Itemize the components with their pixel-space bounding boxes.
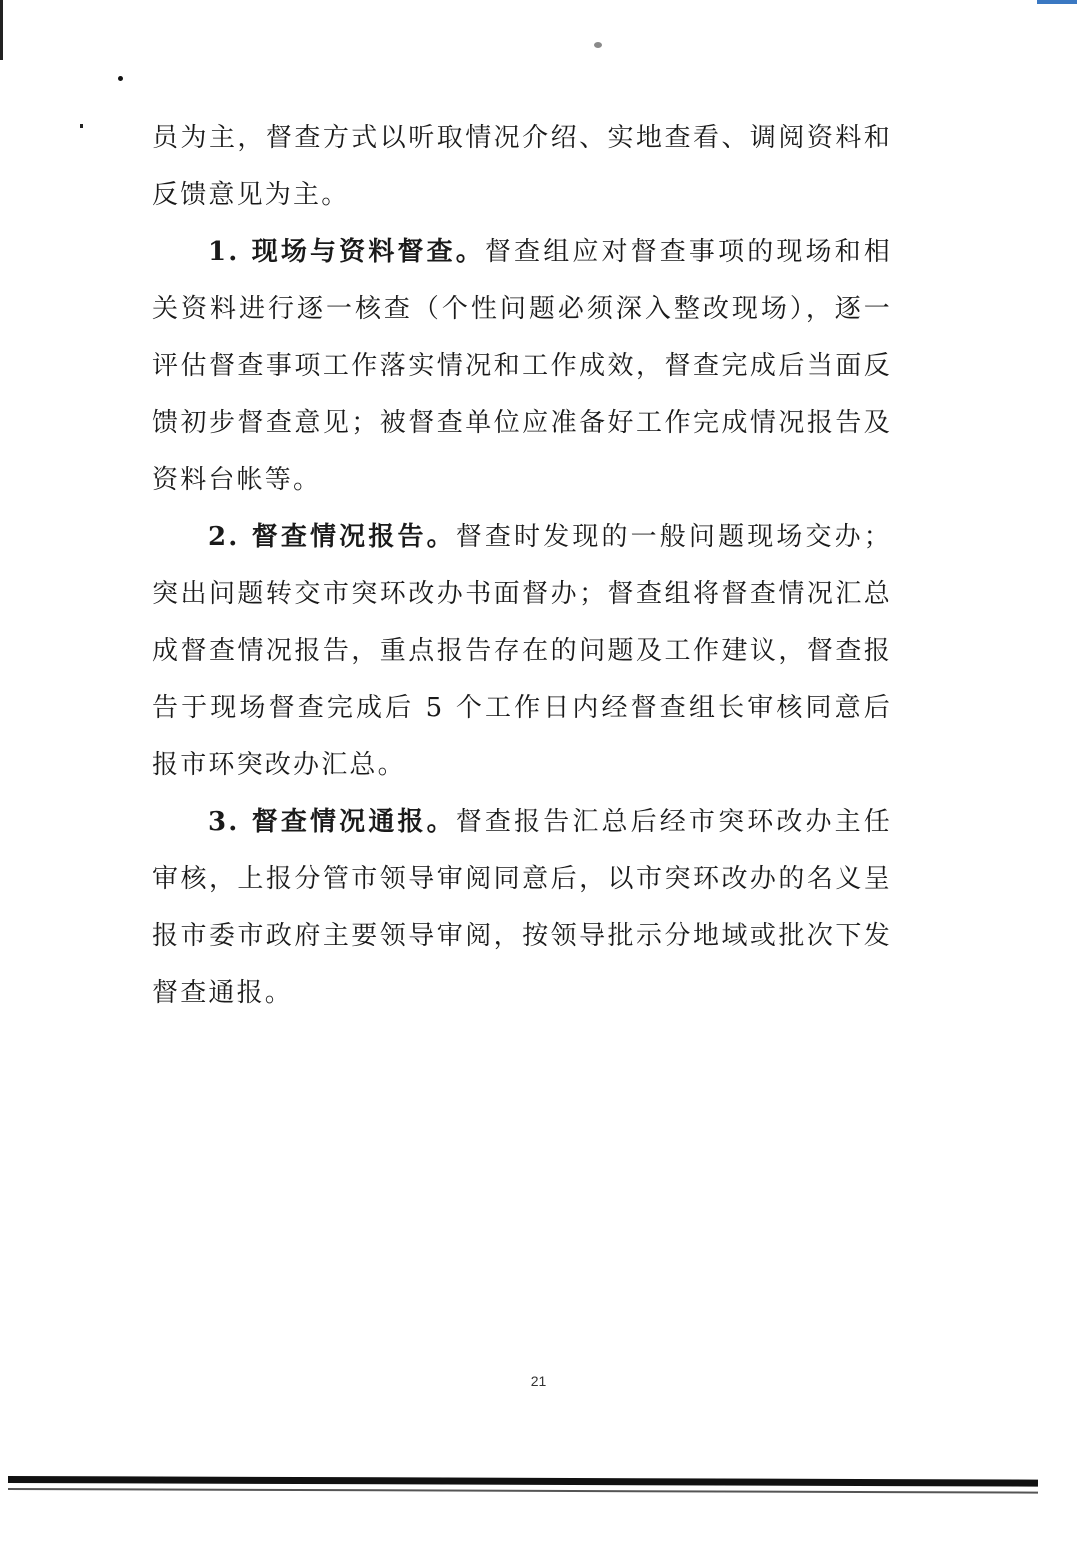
scan-edge-mark xyxy=(0,0,3,60)
paragraph-inspection-bulletin xyxy=(152,794,892,1022)
paragraph-heading: 3. 督查情况通报。 xyxy=(208,807,456,837)
paragraph-site-inspection xyxy=(152,224,892,509)
paragraph-heading: 2. 督查情况报告。 xyxy=(208,522,456,552)
paragraph-text: 督查时发现的一般问题现场交办；突出问题转交市突环改办书面督办；督查组将督查情况汇总成督查情况报告，重点报告存在的问题及工作建议，督查报告于现场督查完成后 5 个工作日内经督查组长审核同意后报市环突改办汇总。 xyxy=(152,522,892,780)
page-number: 21 xyxy=(530,1373,547,1389)
paragraph-text: 员为主，督查方式以听取情况介绍、实地查看、调阅资料和反馈意见为主。 xyxy=(152,123,892,210)
scan-speck xyxy=(594,42,602,48)
scan-corner-mark xyxy=(1037,0,1077,4)
paragraph-heading: 1. 现场与资料督查。 xyxy=(208,237,485,267)
paragraph-text: 督查组应对督查事项的现场和相关资料进行逐一核查（个性问题必须深入整改现场），逐一评估督查事项工作落实情况和工作成效，督查完成后当面反馈初步督查意见；被督查单位应准备好工作完成情况报告及资料台帐等。 xyxy=(152,237,892,495)
paragraph-inspection-report xyxy=(152,509,892,794)
document-body xyxy=(152,110,892,1022)
paragraph-text: 督查报告汇总后经市突环改办主任审核，上报分管市领导审阅同意后，以市突环改办的名义呈报市委市政府主要领导审阅，按领导批示分地域或批次下发督查通报。 xyxy=(152,807,892,1008)
scan-speck xyxy=(118,76,123,81)
footer-rule xyxy=(8,1488,1038,1494)
scan-speck xyxy=(80,124,83,128)
paragraph-continuation xyxy=(152,110,892,224)
footer-rule xyxy=(8,1476,1038,1487)
